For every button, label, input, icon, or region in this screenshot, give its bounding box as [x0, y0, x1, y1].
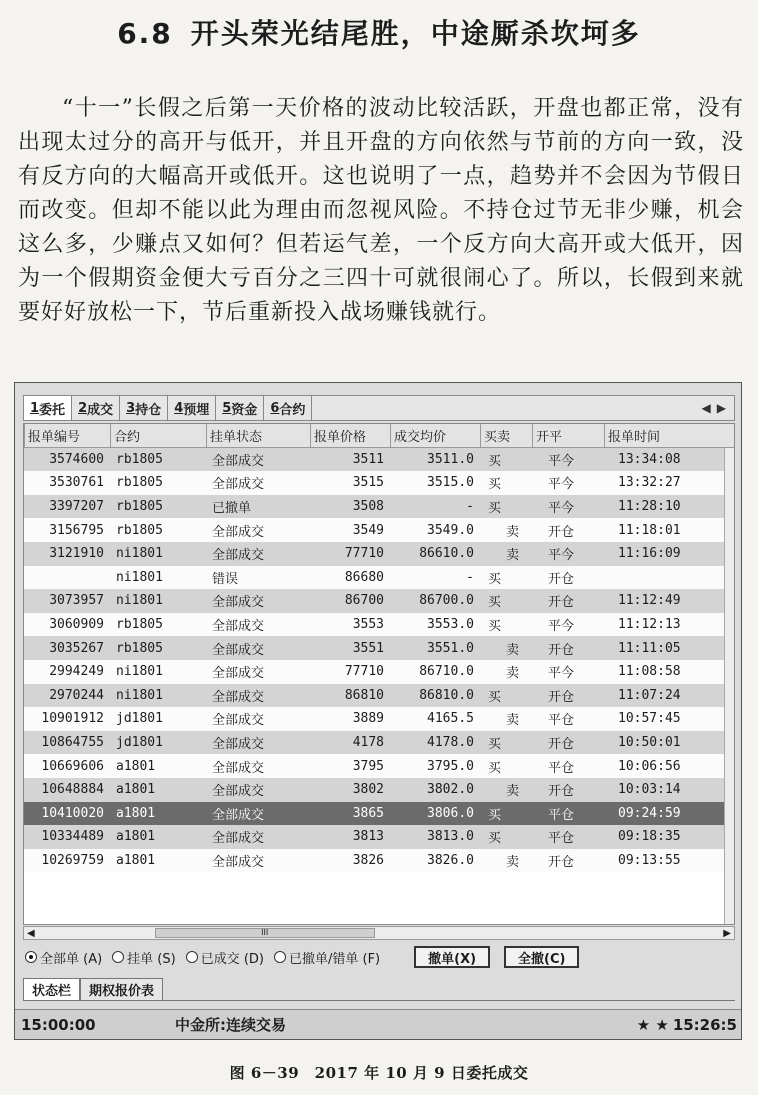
cell-price: 3549: [352, 522, 384, 538]
tab-label: 资金: [231, 402, 258, 418]
cell-side: 买: [488, 689, 502, 705]
vertical-scrollbar[interactable]: [724, 448, 734, 924]
radio-circle-icon[interactable]: [274, 951, 286, 963]
cell-contract: rb1805: [116, 640, 163, 656]
cell-oc: 平今: [548, 501, 575, 517]
tab-key: 5: [222, 400, 232, 416]
column-header[interactable]: 报单时间: [604, 424, 734, 447]
cell-id: 2970244: [49, 687, 104, 703]
cell-time: 09:18:35: [618, 829, 681, 845]
table-row[interactable]: [24, 778, 734, 802]
cell-oc: 开仓: [548, 642, 575, 658]
body-paragraph: “十一”长假之后第一天价格的波动比较活跃，开盘也都正常，没有出现太过分的高开与低开，并且开盘的方向依然与节前的方向一致，没有反方向的大幅高开或低开。这也说明了一点，趋势并不会因为节假日而改变。但却不能以此为理由而忽视风险。不持仓过节无非少赚，机会这么多，少赚点又如何？但若运气差，一个反方向大高开或大低开，因为一个假期资金便大亏百分之三四十可就很闹心了。所以，长假到来就要好好放松一下，节后重新投入战场赚钱就行。: [18, 96, 744, 325]
bottom-tab[interactable]: 期权报价表: [80, 978, 163, 1000]
cell-contract: a1801: [116, 829, 156, 845]
column-header[interactable]: 成交均价: [390, 424, 480, 447]
cell-status: 全部成交: [212, 689, 265, 705]
cell-contract: ni1801: [116, 664, 163, 680]
cell-contract: a1801: [116, 758, 156, 774]
cell-price: 86680: [344, 569, 384, 585]
cell-oc: 平仓: [548, 760, 575, 776]
cell-oc: 开仓: [548, 689, 575, 705]
cell-avg: 3813.0: [427, 829, 474, 845]
cell-price: 3508: [352, 499, 384, 515]
cell-oc: 平今: [548, 548, 575, 564]
cell-oc: 开仓: [548, 854, 575, 870]
table-row[interactable]: [24, 613, 734, 637]
tab-prev-icon[interactable]: ◀: [701, 401, 711, 415]
tab-key: 6: [270, 400, 280, 416]
tab-4[interactable]: [168, 396, 216, 420]
scroll-left-icon[interactable]: ◀: [27, 927, 35, 939]
bottom-tab[interactable]: 状态栏: [23, 978, 80, 1000]
filter-label: 已成交 (D): [200, 951, 264, 967]
table-row[interactable]: [24, 471, 734, 495]
scroll-thumb[interactable]: III: [155, 928, 375, 938]
cell-contract: rb1805: [116, 499, 163, 515]
column-header[interactable]: 合约: [110, 424, 206, 447]
filter-label: 已撤单/错单 (F): [289, 951, 381, 967]
filter-radio[interactable]: [186, 948, 264, 967]
cell-contract: ni1801: [116, 593, 163, 609]
table-row[interactable]: [24, 802, 734, 826]
cell-id: 10669606: [41, 758, 104, 774]
tab-key: 2: [78, 400, 88, 416]
tab-key: 1: [30, 400, 40, 416]
cell-status: 全部成交: [212, 619, 265, 635]
cell-time: 11:16:09: [618, 546, 681, 562]
tab-5[interactable]: [216, 396, 264, 420]
radio-circle-icon[interactable]: [186, 951, 198, 963]
cell-status: 错误: [212, 571, 239, 587]
cell-avg: 86700.0: [419, 593, 474, 609]
cell-id: 10864755: [41, 735, 104, 751]
scroll-right-icon[interactable]: ▶: [723, 927, 731, 939]
horizontal-scrollbar[interactable]: [23, 926, 735, 940]
cell-status: 全部成交: [212, 548, 265, 564]
cell-side: 买: [488, 477, 502, 493]
cell-time: 11:28:10: [618, 499, 681, 515]
cell-price: 3553: [352, 617, 384, 633]
cell-status: 全部成交: [212, 595, 265, 611]
bottom-tabs: [23, 977, 735, 1001]
cell-time: 11:12:49: [618, 593, 681, 609]
cell-avg: 3551.0: [427, 640, 474, 656]
table-header: [24, 424, 734, 448]
radio-circle-icon[interactable]: [112, 951, 124, 963]
cell-time: 13:32:27: [618, 475, 681, 491]
cell-avg: 86810.0: [419, 687, 474, 703]
cell-contract: ni1801: [116, 546, 163, 562]
cell-time: 11:08:58: [618, 664, 681, 680]
table-row[interactable]: [24, 825, 734, 849]
cell-avg: 3511.0: [427, 451, 474, 467]
column-header[interactable]: 开平: [532, 424, 604, 447]
cell-time: 11:11:05: [618, 640, 681, 656]
cell-status: 全部成交: [212, 784, 265, 800]
cell-side: 卖: [506, 784, 520, 800]
cell-price: 77710: [344, 664, 384, 680]
order-filter-bar: [25, 943, 735, 971]
cell-id: 3073957: [49, 593, 104, 609]
tab-2[interactable]: [72, 396, 120, 420]
order-tabs: [23, 395, 735, 421]
table-row[interactable]: [24, 707, 734, 731]
section-number: 6.8: [117, 17, 173, 50]
cell-side: 卖: [506, 524, 520, 540]
cell-time: 11:12:13: [618, 617, 681, 633]
section-title: 开头荣光结尾胜，中途厮杀坎坷多: [190, 17, 641, 50]
cell-status: 全部成交: [212, 854, 265, 870]
cell-time: 09:13:55: [618, 852, 681, 868]
cell-oc: 开仓: [548, 737, 575, 753]
cell-avg: 3826.0: [427, 852, 474, 868]
cell-side: 买: [488, 501, 502, 517]
cell-side: 买: [488, 571, 502, 587]
cell-avg: 3802.0: [427, 782, 474, 798]
tab-label: 合约: [279, 402, 306, 418]
tab-label: 成交: [87, 402, 114, 418]
cell-avg: 4165.5: [427, 711, 474, 727]
table-row[interactable]: [24, 754, 734, 778]
tab-label: 委托: [39, 402, 66, 418]
filter-label: 挂单 (S): [127, 951, 176, 967]
cell-price: 3813: [352, 829, 384, 845]
cell-id: 10410020: [41, 805, 104, 821]
cell-side: 买: [488, 453, 502, 469]
cancel-all-button[interactable]: 全撤(C): [504, 946, 579, 968]
cell-status: 全部成交: [212, 453, 265, 469]
cell-contract: rb1805: [116, 451, 163, 467]
cell-status: 全部成交: [212, 737, 265, 753]
cell-avg: 86710.0: [419, 664, 474, 680]
tab-next-icon[interactable]: ▶: [716, 401, 726, 415]
cell-id: 10648884: [41, 782, 104, 798]
cell-price: 3802: [352, 782, 384, 798]
cell-side: 买: [488, 737, 502, 753]
radio-circle-icon[interactable]: [25, 951, 37, 963]
table-row[interactable]: [24, 660, 734, 684]
cell-contract: ni1801: [116, 687, 163, 703]
cell-time: 10:06:56: [618, 758, 681, 774]
cell-id: 3035267: [49, 640, 104, 656]
cell-status: 全部成交: [212, 666, 265, 682]
table-row[interactable]: [24, 589, 734, 613]
column-header[interactable]: 挂单状态: [206, 424, 310, 447]
cell-side: 卖: [506, 642, 520, 658]
market-status: 中金所:连续交易: [175, 1016, 286, 1034]
cell-contract: a1801: [116, 782, 156, 798]
cell-contract: rb1805: [116, 617, 163, 633]
cell-oc: 平仓: [548, 713, 575, 729]
tab-nav: [702, 401, 734, 415]
cell-status: 全部成交: [212, 524, 265, 540]
tab-key: 4: [174, 400, 184, 416]
cell-id: 3060909: [49, 617, 104, 633]
cell-side: 卖: [506, 666, 520, 682]
cell-price: 3515: [352, 475, 384, 491]
cancel-order-button[interactable]: 撤单(X): [414, 946, 490, 968]
cell-avg: 4178.0: [427, 735, 474, 751]
cell-time: 10:03:14: [618, 782, 681, 798]
cell-contract: jd1801: [116, 711, 163, 727]
cell-id: 3530761: [49, 475, 104, 491]
cell-time: 10:57:45: [618, 711, 681, 727]
tab-1[interactable]: [24, 396, 72, 420]
cell-oc: 开仓: [548, 595, 575, 611]
column-header[interactable]: 买卖: [480, 424, 532, 447]
status-time-right: 15:26:5: [672, 1015, 737, 1034]
cell-price: 3865: [352, 805, 384, 821]
cell-oc: 平今: [548, 453, 575, 469]
filter-label: 全部单 (A): [40, 951, 103, 967]
cell-time: 13:34:08: [618, 451, 681, 467]
cell-contract: ni1801: [116, 569, 163, 585]
cell-id: 3574600: [49, 451, 104, 467]
table-row[interactable]: [24, 495, 734, 519]
tab-3[interactable]: [120, 396, 168, 420]
cell-side: 卖: [506, 713, 520, 729]
table-row[interactable]: [24, 684, 734, 708]
cell-id: 3156795: [49, 522, 104, 538]
cell-avg: 3515.0: [427, 475, 474, 491]
cell-contract: a1801: [116, 805, 156, 821]
cell-status: 全部成交: [212, 760, 265, 776]
cell-avg: 3549.0: [427, 522, 474, 538]
cell-oc: 平仓: [548, 831, 575, 847]
filter-radio[interactable]: [274, 948, 380, 967]
cell-price: 86700: [344, 593, 384, 609]
cell-oc: 平仓: [548, 807, 575, 823]
cell-contract: rb1805: [116, 475, 163, 491]
filter-radio[interactable]: [112, 948, 176, 967]
cell-id: 10901912: [41, 711, 104, 727]
table-row[interactable]: [24, 731, 734, 755]
cell-avg: 3553.0: [427, 617, 474, 633]
cell-contract: jd1801: [116, 735, 163, 751]
table-row[interactable]: [24, 542, 734, 566]
cell-side: 卖: [506, 548, 520, 564]
tab-label: 预埋: [183, 402, 210, 418]
cell-avg: 3806.0: [427, 805, 474, 821]
cell-side: 卖: [506, 854, 520, 870]
cell-time: 09:24:59: [618, 805, 681, 821]
table-row[interactable]: [24, 566, 734, 590]
table-row[interactable]: [24, 518, 734, 542]
cell-oc: 平今: [548, 619, 575, 635]
cell-avg: -: [466, 569, 474, 585]
section-heading: [0, 12, 758, 52]
table-row[interactable]: [24, 448, 734, 472]
trading-window-screenshot: [14, 382, 742, 1040]
cell-side: 买: [488, 807, 502, 823]
cell-contract: rb1805: [116, 522, 163, 538]
cell-side: 买: [488, 760, 502, 776]
cell-oc: 平今: [548, 666, 575, 682]
cell-oc: 平今: [548, 477, 575, 493]
figure-caption: 图 6－39 2017 年 10 月 9 日委托成交: [229, 1064, 529, 1082]
cell-contract: a1801: [116, 852, 156, 868]
order-table: [23, 423, 735, 925]
cell-avg: 86610.0: [419, 546, 474, 562]
cell-time: 11:18:01: [618, 522, 681, 538]
cell-id: 10334489: [41, 829, 104, 845]
status-bar: [15, 1009, 741, 1039]
cell-status: 已撤单: [212, 501, 252, 517]
cell-avg: -: [466, 499, 474, 515]
tab-key: 3: [126, 400, 136, 416]
cell-id: 3397207: [49, 499, 104, 515]
cell-price: 3795: [352, 758, 384, 774]
cell-price: 3511: [352, 451, 384, 467]
cell-price: 3889: [352, 711, 384, 727]
cell-status: 全部成交: [212, 713, 265, 729]
cell-side: 买: [488, 831, 502, 847]
tab-label: 持仓: [135, 402, 162, 418]
cell-avg: 3795.0: [427, 758, 474, 774]
cell-id: 2994249: [49, 664, 104, 680]
cell-price: 3551: [352, 640, 384, 656]
column-header[interactable]: 报单价格: [310, 424, 390, 447]
cell-price: 77710: [344, 546, 384, 562]
cell-status: 全部成交: [212, 807, 265, 823]
cell-price: 4178: [352, 735, 384, 751]
cell-oc: 开仓: [548, 524, 575, 540]
tab-6[interactable]: [264, 396, 312, 420]
star-icon: ★ ★: [636, 1015, 669, 1034]
cell-price: 3826: [352, 852, 384, 868]
cell-price: 86810: [344, 687, 384, 703]
cell-oc: 开仓: [548, 784, 575, 800]
cell-id: 3121910: [49, 546, 104, 562]
column-header[interactable]: 报单编号: [24, 424, 110, 447]
cell-side: 买: [488, 619, 502, 635]
cell-time: 10:50:01: [618, 735, 681, 751]
cell-oc: 开仓: [548, 571, 575, 587]
cell-side: 买: [488, 595, 502, 611]
filter-radio[interactable]: [25, 948, 102, 967]
table-row[interactable]: [24, 636, 734, 660]
table-row[interactable]: [24, 849, 734, 873]
cell-time: 11:07:24: [618, 687, 681, 703]
cell-status: 全部成交: [212, 642, 265, 658]
cell-status: 全部成交: [212, 831, 265, 847]
cell-status: 全部成交: [212, 477, 265, 493]
table-body: [24, 448, 734, 873]
cell-id: 10269759: [41, 852, 104, 868]
status-time-left: 15:00:00: [21, 1015, 96, 1034]
